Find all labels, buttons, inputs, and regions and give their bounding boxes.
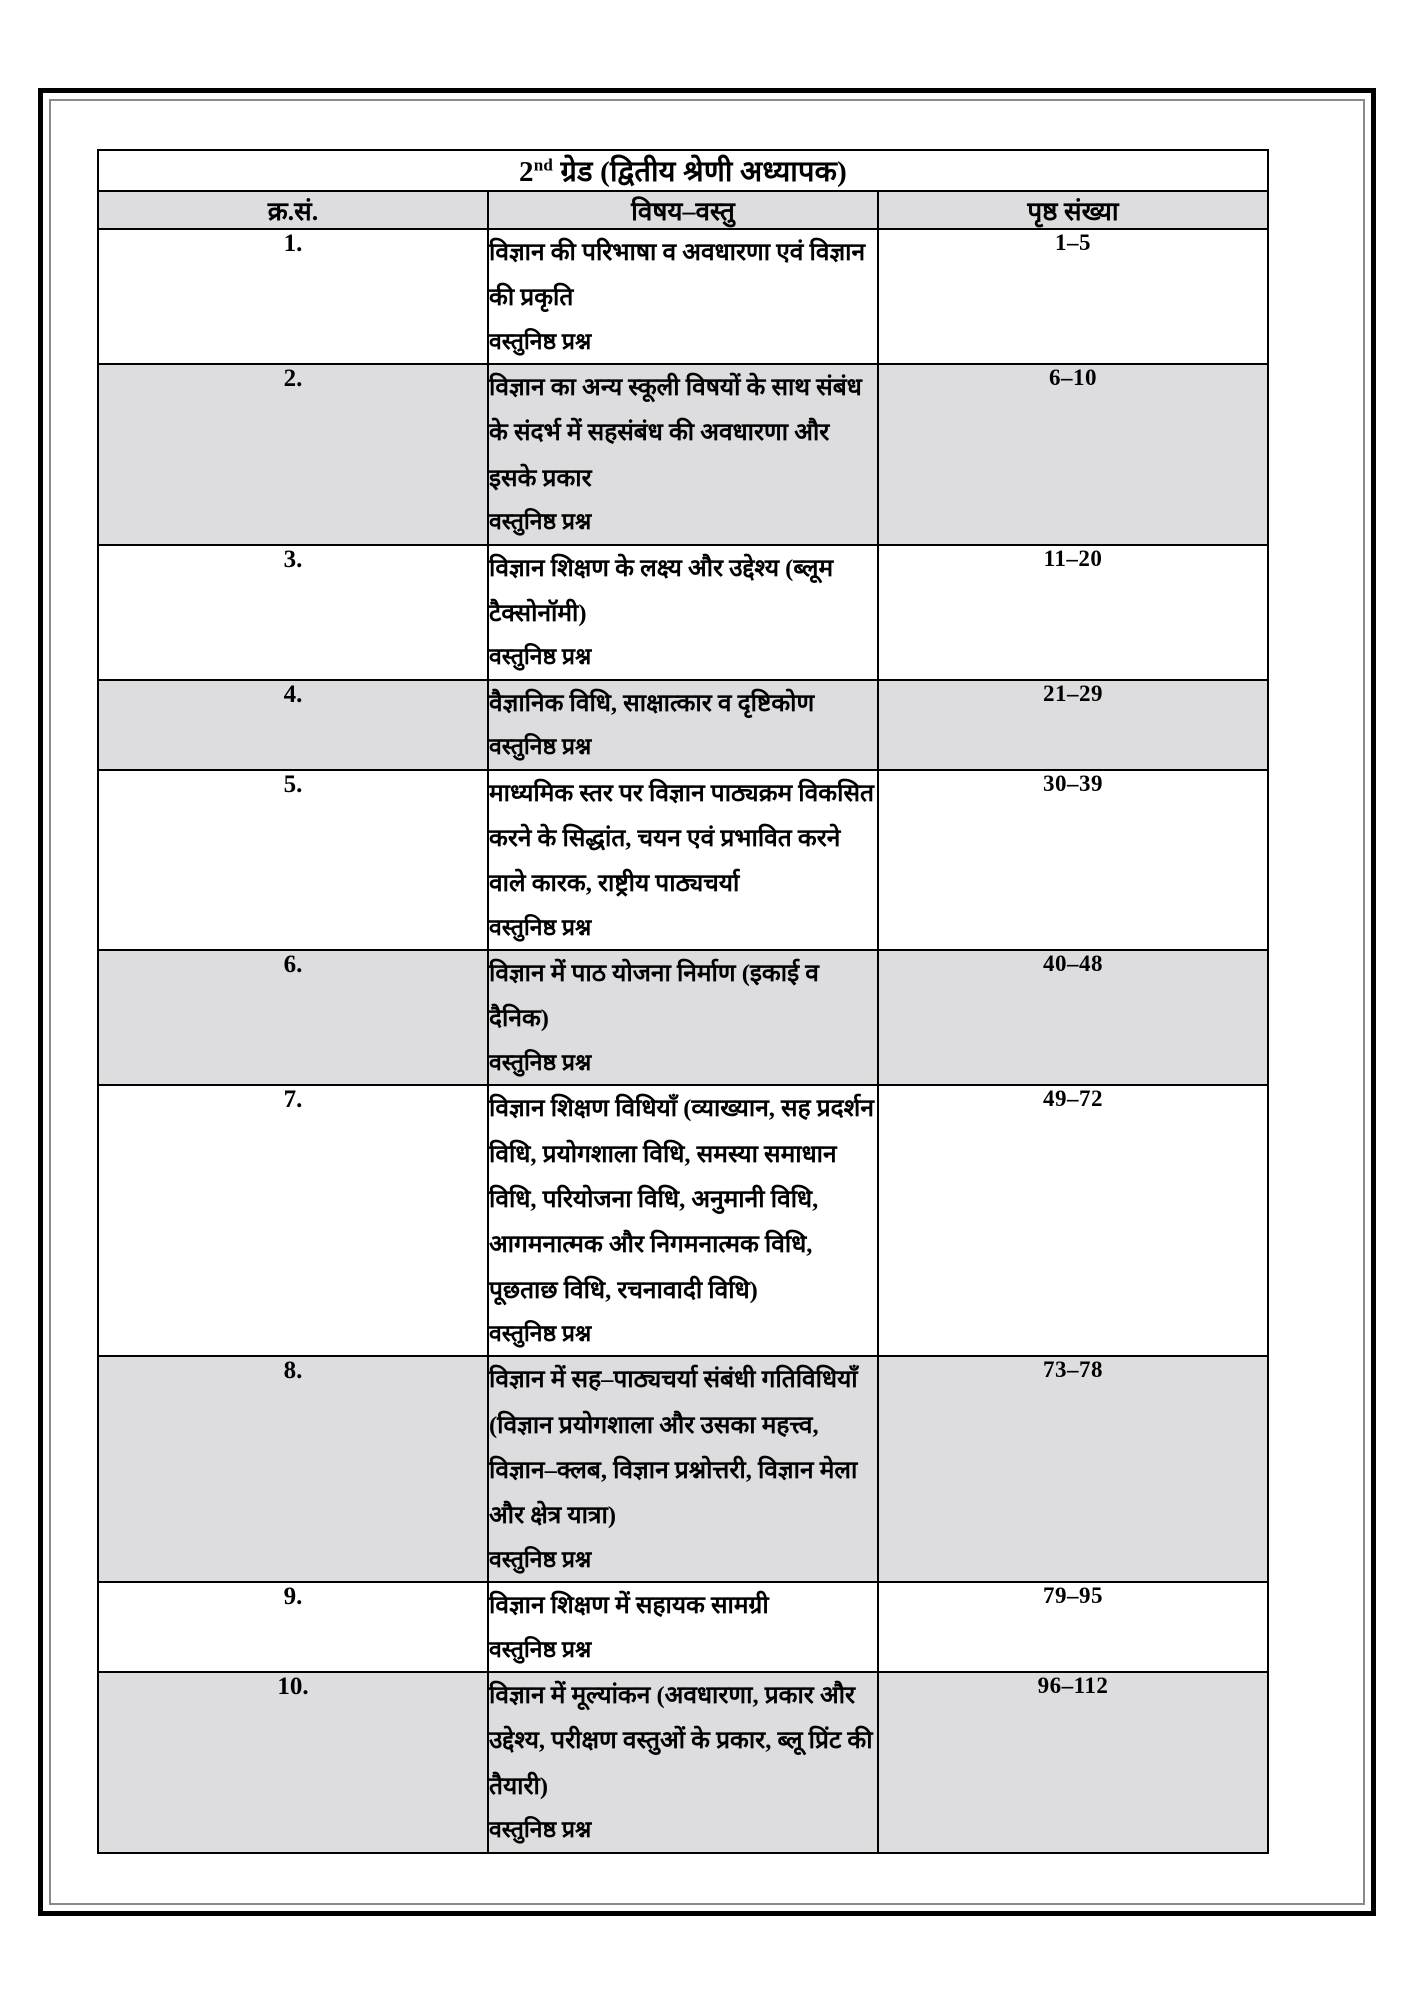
row-page-range: 6–10 xyxy=(878,364,1268,544)
table-head xyxy=(98,150,1268,229)
table-row xyxy=(98,1672,1268,1852)
table-title-row xyxy=(98,150,1268,191)
table-row xyxy=(98,770,1268,950)
row-subject-line: विज्ञान में मूल्यांकन (अवधारणा, प्रकार और उद्देश्य, परीक्षण वस्तुओं के प्रकार, ब्लू प्रिंट की तैयारी) xyxy=(489,1682,873,1800)
row-subject-line: माध्यमिक स्तर पर विज्ञान पाठ्यक्रम विकसित करने के सिद्धांत, चयन एवं प्रभावित करने वाले कारक, राष्ट्रीय पाठ्यचर्या xyxy=(489,779,874,898)
table-row xyxy=(98,1085,1268,1356)
table-row xyxy=(98,545,1268,680)
row-subject-line: विज्ञान में पाठ योजना निर्माण (इकाई व दैनिक) xyxy=(489,960,819,1033)
column-header-subject: विषय–वस्तु xyxy=(488,191,878,229)
row-subject-line: विज्ञान की परिभाषा व अवधारणा एवं विज्ञान की प्रकृति xyxy=(489,239,866,312)
row-subject-cell xyxy=(488,770,878,950)
title-prefix: 2 xyxy=(519,156,534,188)
table-row xyxy=(98,229,1268,364)
page-border-inner xyxy=(49,99,1365,1905)
row-subject-objective-line: वस्तुनिष्ठ प्रश्न xyxy=(489,1049,592,1075)
document-title-cell xyxy=(98,150,1268,191)
table-row xyxy=(98,1582,1268,1672)
table-row xyxy=(98,950,1268,1085)
row-subject-objective-line: वस्तुनिष्ठ प्रश्न xyxy=(489,328,592,354)
row-subject-line: वैज्ञानिक विधि, साक्षात्कार व दृष्टिकोण xyxy=(489,689,815,717)
table-row xyxy=(98,680,1268,770)
row-subject-objective-line: वस्तुनिष्ठ प्रश्न xyxy=(489,1320,592,1346)
row-page-range: 40–48 xyxy=(878,950,1268,1085)
column-header-serial: क्र.सं. xyxy=(98,191,488,229)
row-serial-number: 3. xyxy=(98,545,488,680)
table-body xyxy=(98,229,1268,1853)
row-serial-number: 6. xyxy=(98,950,488,1085)
row-serial-number: 7. xyxy=(98,1085,488,1356)
page-title xyxy=(519,156,847,188)
row-page-range: 96–112 xyxy=(878,1672,1268,1852)
row-subject-line: विज्ञान में सह–पाठ्यचर्या संबंधी गतिविधियाँ (विज्ञान प्रयोगशाला और उसका महत्त्व, विज्ञान–क्लब, विज्ञान प्रश्नोत्तरी, विज्ञान मेला और क्षेत्र यात्रा) xyxy=(489,1366,858,1530)
row-subject-line: विज्ञान शिक्षण के लक्ष्य और उद्देश्य (ब्लूम टैक्सोनॉमी) xyxy=(489,554,834,627)
row-subject-objective-line: वस्तुनिष्ठ प्रश्न xyxy=(489,734,592,760)
row-subject-line: विज्ञान का अन्य स्कूली विषयों के साथ संबंध के संदर्भ में सहसंबंध की अवधारणा और इसके प्रकार xyxy=(489,374,862,492)
row-serial-number: 9. xyxy=(98,1582,488,1672)
row-page-range: 73–78 xyxy=(878,1356,1268,1582)
row-subject-cell xyxy=(488,950,878,1085)
page-border-outer xyxy=(38,88,1376,1916)
row-serial-number: 2. xyxy=(98,364,488,544)
row-page-range: 30–39 xyxy=(878,770,1268,950)
row-subject-line: विज्ञान शिक्षण विधियाँ (व्याख्यान, सह प्रदर्शन विधि, प्रयोगशाला विधि, समस्या समाधान विधि, परियोजना विधि, अनुमानी विधि, आगमनात्मक और निगमनात्मक विधि, पूछताछ विधि, रचनावादी विधि) xyxy=(489,1095,874,1304)
row-page-range: 79–95 xyxy=(878,1582,1268,1672)
row-subject-objective-line: वस्तुनिष्ठ प्रश्न xyxy=(489,1817,592,1843)
column-header-page: पृष्ठ संख्या xyxy=(878,191,1268,229)
row-subject-objective-line: वस्तुनिष्ठ प्रश्न xyxy=(489,1546,592,1572)
row-subject-cell xyxy=(488,364,878,544)
table-row xyxy=(98,364,1268,544)
title-rest: ग्रेड (द्वितीय श्रेणी अध्यापक) xyxy=(553,156,847,188)
row-serial-number: 4. xyxy=(98,680,488,770)
table-header-row xyxy=(98,191,1268,229)
row-subject-line: विज्ञान शिक्षण में सहायक सामग्री xyxy=(489,1592,769,1620)
row-page-range: 21–29 xyxy=(878,680,1268,770)
row-subject-cell xyxy=(488,1356,878,1582)
row-serial-number: 10. xyxy=(98,1672,488,1852)
row-subject-cell xyxy=(488,229,878,364)
row-subject-cell xyxy=(488,1672,878,1852)
row-subject-objective-line: वस्तुनिष्ठ प्रश्न xyxy=(489,644,592,670)
row-serial-number: 1. xyxy=(98,229,488,364)
page-content xyxy=(51,101,1363,1903)
row-serial-number: 8. xyxy=(98,1356,488,1582)
row-subject-objective-line: वस्तुनिष्ठ प्रश्न xyxy=(489,1636,592,1662)
row-serial-number: 5. xyxy=(98,770,488,950)
row-subject-cell xyxy=(488,1582,878,1672)
row-subject-cell xyxy=(488,680,878,770)
title-ordinal-suffix: nd xyxy=(533,155,554,175)
row-subject-cell xyxy=(488,1085,878,1356)
row-page-range: 49–72 xyxy=(878,1085,1268,1356)
syllabus-contents-table xyxy=(97,149,1269,1854)
table-row xyxy=(98,1356,1268,1582)
row-subject-cell xyxy=(488,545,878,680)
row-subject-objective-line: वस्तुनिष्ठ प्रश्न xyxy=(489,509,592,535)
row-page-range: 11–20 xyxy=(878,545,1268,680)
row-subject-objective-line: वस्तुनिष्ठ प्रश्न xyxy=(489,914,592,940)
row-page-range: 1–5 xyxy=(878,229,1268,364)
